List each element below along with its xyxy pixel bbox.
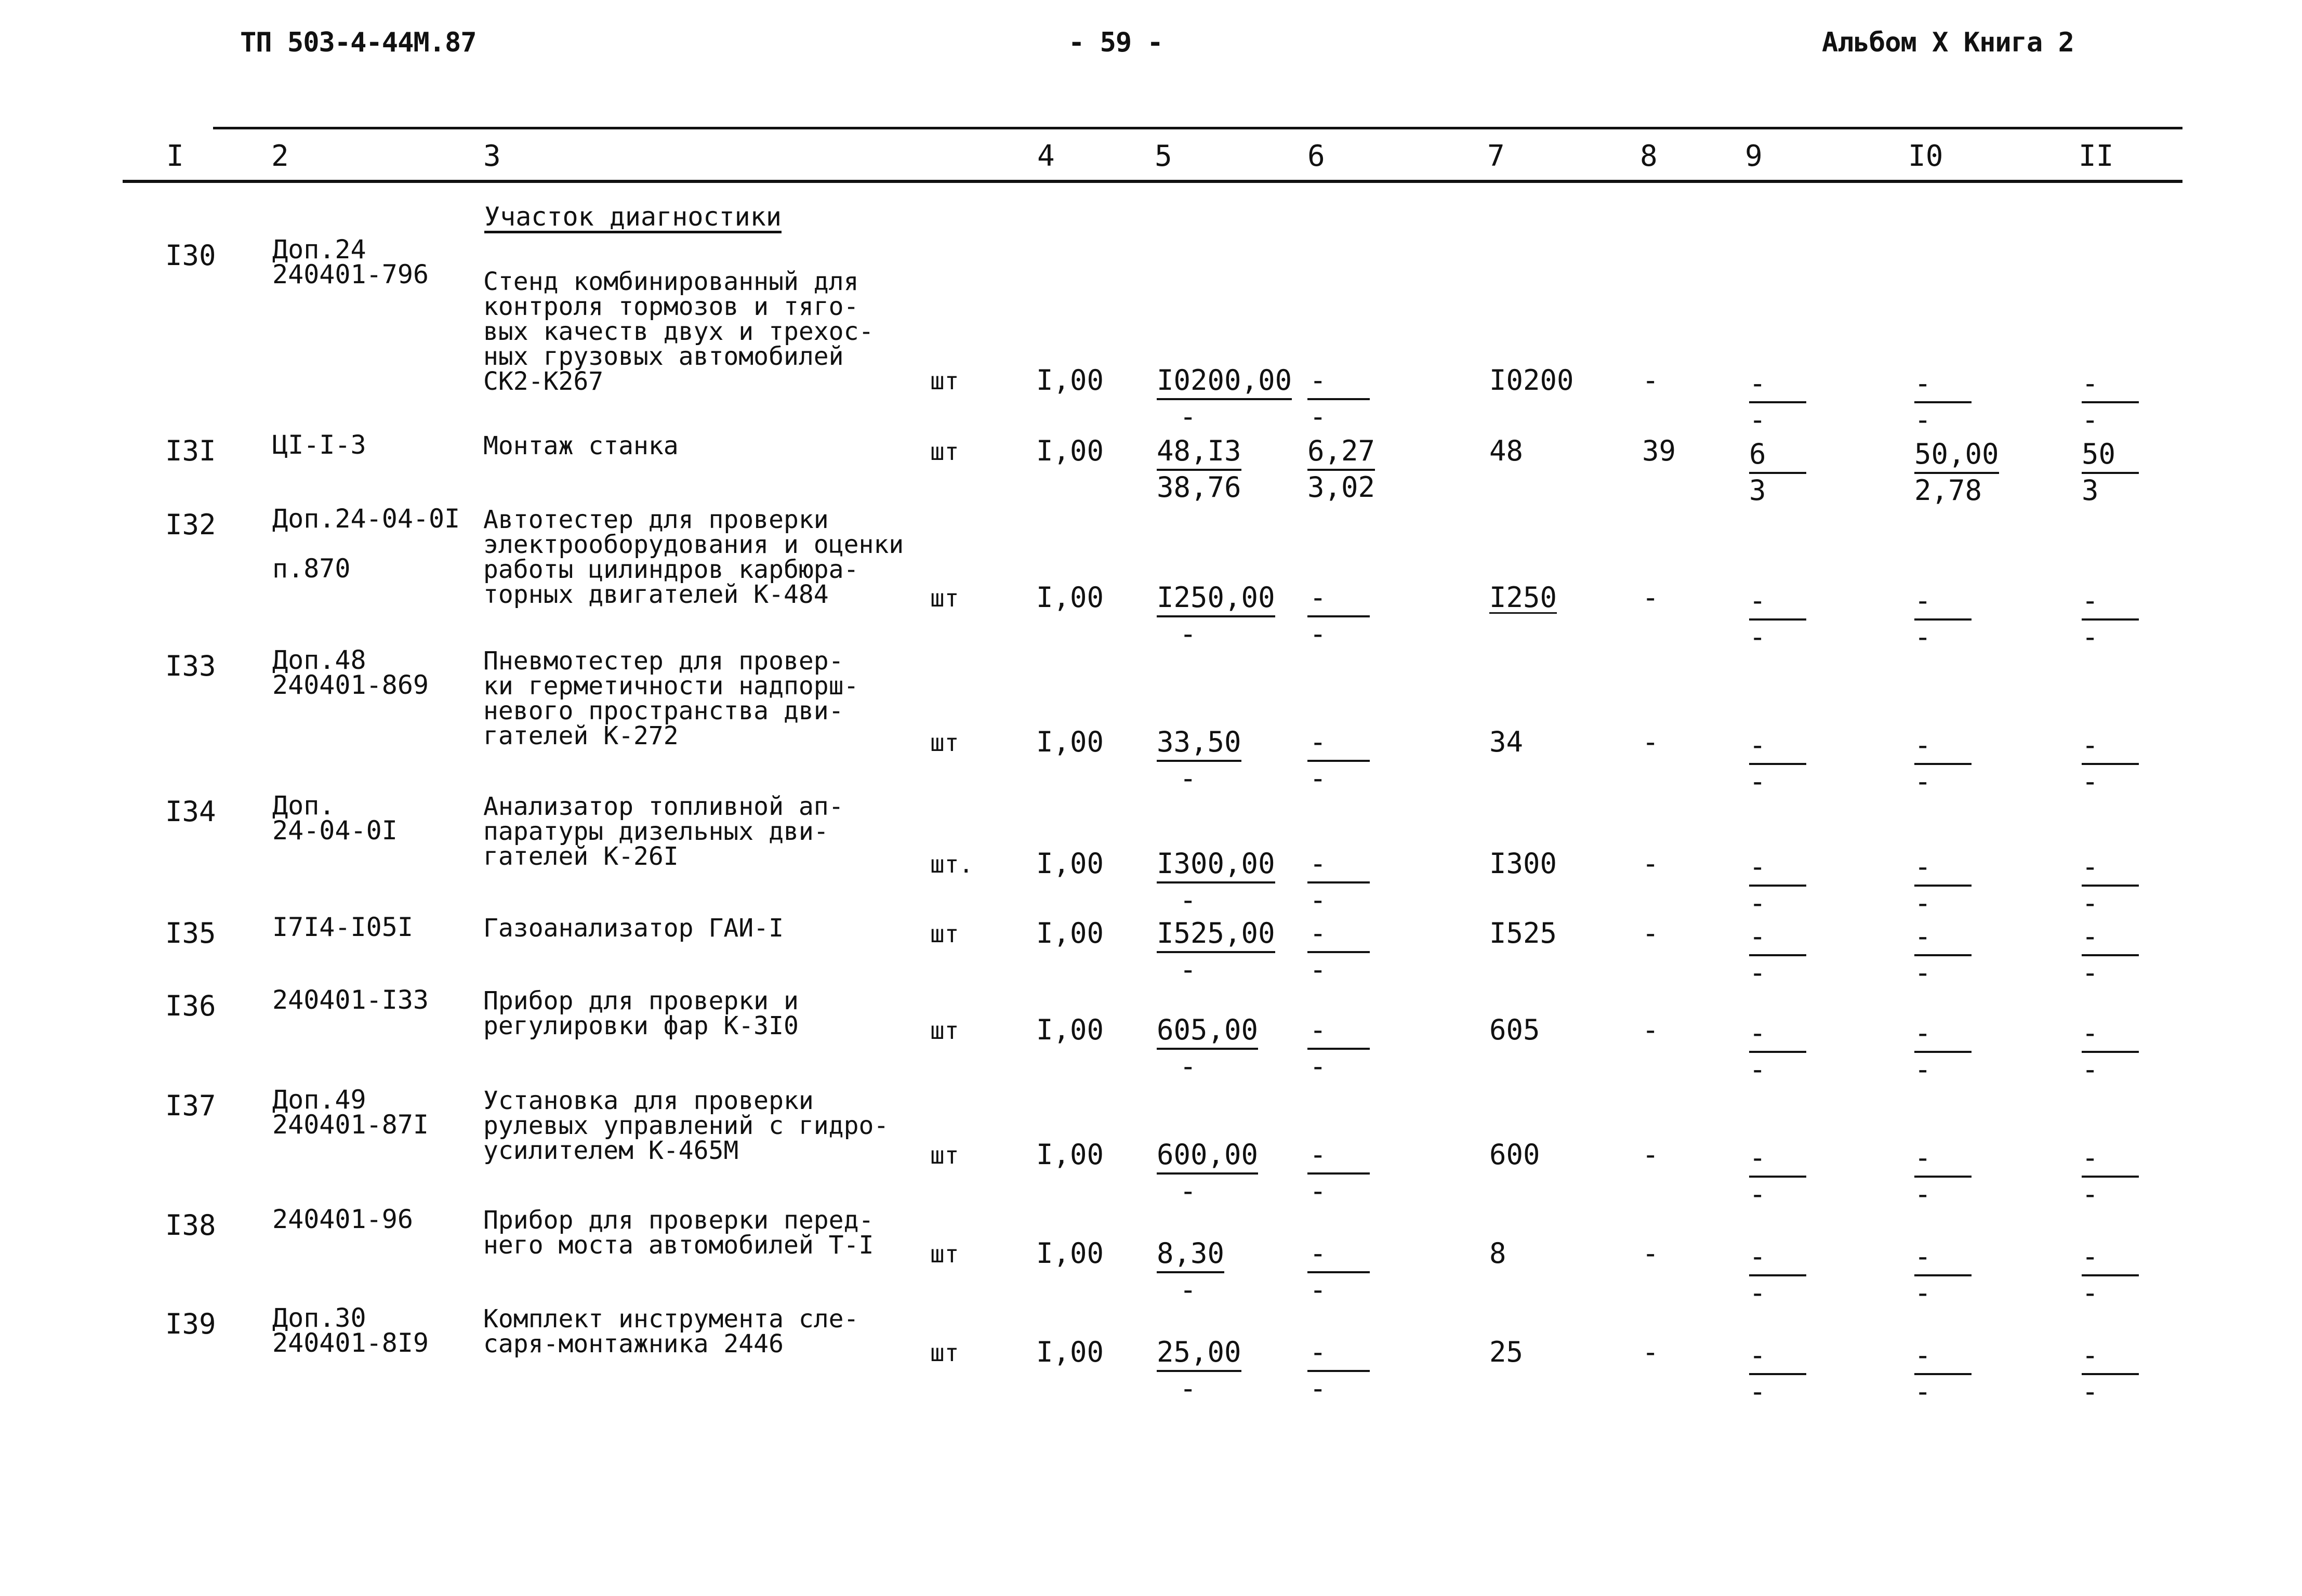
- item-code: Доп. 24-04-0I: [272, 790, 398, 846]
- col10-sub: -: [1914, 403, 1931, 436]
- col8-value: -: [1642, 581, 1659, 614]
- col9-top: -: [1749, 584, 1766, 617]
- col5-value: I525,00: [1157, 917, 1275, 949]
- col9-value: [1749, 1240, 1806, 1309]
- col11-value: [2082, 367, 2139, 436]
- col10-top: -: [1914, 1017, 1931, 1049]
- col5-price: [1157, 726, 1241, 795]
- col10-sub: 2,78: [1914, 474, 1982, 507]
- col8-value: 39: [1642, 434, 1676, 467]
- col5-sub: -: [1180, 1050, 1197, 1083]
- col9-sub: 3: [1749, 474, 1766, 507]
- col11-top: -: [2082, 920, 2099, 953]
- col11-top: -: [2082, 729, 2099, 761]
- col6-value: [1307, 434, 1375, 504]
- col10-sub: -: [1914, 1178, 1931, 1210]
- item-code: ЦI-I-3: [272, 430, 366, 460]
- col11-value: [2082, 1141, 2139, 1210]
- col10-sub: -: [1914, 1375, 1931, 1408]
- col10-top: 50,00: [1914, 438, 1999, 470]
- col9-top: -: [1749, 367, 1766, 400]
- col11-value: [2082, 1339, 2139, 1408]
- col10-sub: -: [1914, 1053, 1931, 1086]
- col10-value: [1914, 438, 1999, 507]
- column-number: 3: [483, 139, 501, 173]
- col9-value: [1749, 438, 1806, 507]
- column-number: 6: [1307, 139, 1325, 173]
- col9-value: [1749, 367, 1806, 436]
- col7-value: 48: [1489, 434, 1524, 467]
- col9-top: -: [1749, 1240, 1766, 1273]
- col11-top: -: [2082, 367, 2099, 400]
- item-description: Анализатор топливной ап- паратуры дизельных дви- гателей К-26I: [483, 792, 844, 871]
- col11-sub: -: [2082, 887, 2099, 919]
- page-number: - 59 -: [1068, 27, 1163, 58]
- col5-price: [1157, 917, 1275, 986]
- col8-value: -: [1642, 917, 1659, 949]
- col11-sub: -: [2082, 1375, 2099, 1408]
- quantity: I,00: [1036, 364, 1104, 397]
- item-code: Доп.30 240401-8I9: [272, 1303, 429, 1358]
- header-bottom-rule: [123, 180, 2182, 183]
- item-description: Пневмотестер для провер- ки герметичности надпорш- невого пространства дви- гателей К-272: [483, 647, 859, 750]
- item-description: Автотестер для проверки электрооборудования и оценки работы цилиндров карбюра- торных двигателей К-484: [483, 505, 904, 609]
- col9-top: -: [1749, 850, 1766, 883]
- col5-sub: -: [1180, 883, 1197, 916]
- col11-value: [2082, 850, 2139, 919]
- item-description: Газоанализатор ГАИ-I: [483, 914, 784, 943]
- col10-value: [1914, 850, 1972, 919]
- col11-sub: -: [2082, 956, 2099, 989]
- col10-top: -: [1914, 1339, 1931, 1371]
- item-description: Стенд комбинированный для контроля тормозов и тяго- вых качеств двух и трехос- ных грузовых автомобилей СК2-К267: [483, 267, 874, 396]
- col6-top: -: [1309, 1013, 1327, 1046]
- unit: шт: [930, 729, 959, 757]
- col6-value: [1307, 1138, 1370, 1207]
- col9-top: -: [1749, 920, 1766, 953]
- col5-sub: -: [1180, 1273, 1197, 1306]
- col10-value: [1914, 1339, 1972, 1408]
- column-number: 9: [1745, 139, 1763, 173]
- item-code: I7I4-I05I: [272, 912, 413, 942]
- col6-top: -: [1309, 847, 1327, 880]
- col8-value: -: [1642, 726, 1659, 758]
- col11-value: [2082, 438, 2139, 507]
- col6-top: -: [1309, 1336, 1327, 1368]
- col11-sub: -: [2082, 1178, 2099, 1210]
- row-number: I34: [165, 795, 216, 828]
- col5-value: 605,00: [1157, 1013, 1259, 1046]
- col11-top: 50: [2082, 438, 2116, 470]
- col11-value: [2082, 729, 2139, 798]
- quantity: I,00: [1036, 1138, 1104, 1171]
- col5-price: [1157, 1237, 1224, 1306]
- unit: шт: [930, 438, 959, 466]
- col10-sub: -: [1914, 621, 1931, 653]
- col10-sub: -: [1914, 887, 1931, 919]
- col6-sub: -: [1309, 953, 1327, 986]
- quantity: I,00: [1036, 726, 1104, 758]
- col6-sub: 3,02: [1307, 471, 1375, 504]
- col10-sub: -: [1914, 1276, 1931, 1309]
- col9-top: -: [1749, 1339, 1766, 1371]
- col9-sub: -: [1749, 1178, 1766, 1210]
- col8-value: -: [1642, 847, 1659, 880]
- quantity: I,00: [1036, 581, 1104, 614]
- col6-sub: -: [1309, 762, 1327, 795]
- col6-top: -: [1309, 364, 1327, 397]
- col9-sub: -: [1749, 1053, 1766, 1086]
- col6-sub: -: [1309, 400, 1327, 433]
- col5-sub: -: [1180, 953, 1197, 986]
- item-description: Комплект инструмента сле- саря-монтажника 2446: [483, 1304, 859, 1358]
- col11-value: [2082, 584, 2139, 653]
- col7-value: 600: [1489, 1138, 1540, 1171]
- item-code: Доп.24-04-0I п.870: [272, 504, 460, 584]
- col10-top: -: [1914, 920, 1931, 953]
- col5-value: I0200,00: [1157, 364, 1292, 397]
- col10-top: -: [1914, 367, 1931, 400]
- col9-value: [1749, 584, 1806, 653]
- unit: шт: [930, 1339, 959, 1367]
- col6-sub: -: [1309, 617, 1327, 650]
- quantity: I,00: [1036, 847, 1104, 880]
- col6-value: [1307, 726, 1370, 795]
- col5-sub: -: [1180, 762, 1197, 795]
- col6-value: [1307, 917, 1370, 986]
- col6-sub: -: [1309, 1050, 1327, 1083]
- col9-value: [1749, 1339, 1806, 1408]
- col5-sub: -: [1180, 1372, 1197, 1405]
- col5-price: [1157, 1013, 1258, 1083]
- item-description: Установка для проверки рулевых управлений с гидро- усилителем К-465М: [483, 1086, 889, 1165]
- col6-top: -: [1309, 1138, 1327, 1171]
- col10-value: [1914, 1017, 1972, 1086]
- row-number: I3I: [165, 434, 216, 467]
- col7-value: 34: [1489, 726, 1524, 758]
- quantity: I,00: [1036, 434, 1104, 467]
- col7-value: I250: [1489, 581, 1557, 614]
- col11-value: [2082, 920, 2139, 989]
- row-number: I38: [165, 1209, 216, 1242]
- col8-value: -: [1642, 1336, 1659, 1368]
- row-number: I30: [165, 239, 216, 272]
- col9-top: -: [1749, 1141, 1766, 1174]
- column-number: I0: [1908, 139, 1943, 173]
- quantity: I,00: [1036, 1013, 1104, 1046]
- col6-value: [1307, 1013, 1370, 1083]
- col9-value: [1749, 1017, 1806, 1086]
- col10-top: -: [1914, 584, 1931, 617]
- col11-sub: -: [2082, 1053, 2099, 1086]
- column-number: 2: [271, 139, 289, 173]
- col9-top: -: [1749, 1017, 1766, 1049]
- col7-value: I525: [1489, 917, 1557, 949]
- col5-value: 600,00: [1157, 1138, 1259, 1171]
- col9-top: -: [1749, 729, 1766, 761]
- column-number: 5: [1155, 139, 1172, 173]
- item-code: 240401-I33: [272, 985, 429, 1015]
- col6-top: -: [1309, 917, 1327, 949]
- col11-top: -: [2082, 850, 2099, 883]
- row-number: I35: [165, 917, 216, 949]
- col11-sub: 3: [2082, 474, 2099, 507]
- col5-value: I250,00: [1157, 581, 1275, 614]
- col9-sub: -: [1749, 887, 1766, 919]
- col10-top: -: [1914, 850, 1931, 883]
- col5-price: [1157, 1336, 1241, 1405]
- col6-value: [1307, 581, 1370, 650]
- col7-value: I0200: [1489, 364, 1574, 397]
- col5-sub: -: [1180, 617, 1197, 650]
- unit: шт: [930, 1017, 959, 1045]
- col8-value: -: [1642, 1138, 1659, 1171]
- col9-value: [1749, 850, 1806, 919]
- col11-top: -: [2082, 1017, 2099, 1049]
- row-number: I36: [165, 990, 216, 1022]
- row-number: I33: [165, 650, 216, 682]
- col8-value: -: [1642, 1013, 1659, 1046]
- col5-sub: -: [1180, 1175, 1197, 1207]
- unit: шт: [930, 584, 959, 612]
- col10-value: [1914, 1240, 1972, 1309]
- col11-value: [2082, 1017, 2139, 1086]
- unit: шт: [930, 1141, 959, 1169]
- quantity: I,00: [1036, 917, 1104, 949]
- col7-value: 605: [1489, 1013, 1540, 1046]
- col6-value: [1307, 847, 1370, 916]
- col9-sub: -: [1749, 621, 1766, 653]
- col11-top: -: [2082, 1339, 2099, 1371]
- table-top-rule: [213, 127, 2182, 129]
- unit: шт.: [930, 850, 974, 878]
- col10-top: -: [1914, 729, 1931, 761]
- col8-value: -: [1642, 1237, 1659, 1270]
- col5-price: [1157, 1138, 1258, 1207]
- col10-top: -: [1914, 1141, 1931, 1174]
- col5-price: [1157, 581, 1275, 650]
- quantity: I,00: [1036, 1237, 1104, 1270]
- col9-sub: -: [1749, 1276, 1766, 1309]
- album-book: Альбом X Книга 2: [1822, 27, 2074, 58]
- document-code: ТП 503-4-44М.87: [240, 27, 477, 58]
- col11-top: -: [2082, 584, 2099, 617]
- section-title: Участок диагностики: [484, 202, 782, 232]
- col6-value: [1307, 1237, 1370, 1306]
- col7-value: I300: [1489, 847, 1557, 880]
- col9-top: 6: [1749, 438, 1766, 470]
- col6-sub: -: [1309, 1175, 1327, 1207]
- item-description: Прибор для проверки перед- него моста автомобилей Т-I: [483, 1206, 874, 1260]
- col6-value: [1307, 1336, 1370, 1405]
- quantity: I,00: [1036, 1336, 1104, 1368]
- col5-value: 25,00: [1157, 1336, 1241, 1368]
- unit: шт: [930, 920, 959, 948]
- item-code: Доп.24 240401-796: [272, 234, 429, 289]
- col5-price: [1157, 847, 1275, 916]
- item-code: 240401-96: [272, 1204, 413, 1234]
- col10-sub: -: [1914, 956, 1931, 989]
- col10-value: [1914, 1141, 1972, 1210]
- col11-sub: -: [2082, 1276, 2099, 1309]
- col5-price: [1157, 434, 1241, 504]
- col6-sub: -: [1309, 1273, 1327, 1306]
- item-code: Доп.48 240401-869: [272, 645, 429, 700]
- col8-value: -: [1642, 364, 1659, 397]
- col5-price: [1157, 364, 1292, 433]
- row-number: I39: [165, 1308, 216, 1340]
- col5-value: 33,50: [1157, 726, 1241, 758]
- col10-value: [1914, 584, 1972, 653]
- col11-top: -: [2082, 1141, 2099, 1174]
- col6-top: 6,27: [1307, 434, 1375, 467]
- column-number: II: [2079, 139, 2114, 173]
- col10-value: [1914, 920, 1972, 989]
- col6-top: -: [1309, 581, 1327, 614]
- col5-value: I300,00: [1157, 847, 1275, 880]
- col11-sub: -: [2082, 765, 2099, 798]
- column-number: 4: [1037, 139, 1055, 173]
- col5-value: 8,30: [1157, 1237, 1225, 1270]
- item-code: Доп.49 240401-87I: [272, 1085, 429, 1140]
- col6-top: -: [1309, 726, 1327, 758]
- col6-sub: -: [1309, 883, 1327, 916]
- item-description: Прибор для проверки и регулировки фар К-3I0: [483, 986, 799, 1040]
- col11-value: [2082, 1240, 2139, 1309]
- col9-sub: -: [1749, 1375, 1766, 1408]
- col10-value: [1914, 729, 1972, 798]
- col9-value: [1749, 1141, 1806, 1210]
- col11-top: -: [2082, 1240, 2099, 1273]
- col7-value: 25: [1489, 1336, 1524, 1368]
- col10-sub: -: [1914, 765, 1931, 798]
- col11-sub: -: [2082, 621, 2099, 653]
- col6-sub: -: [1309, 1372, 1327, 1405]
- row-number: I37: [165, 1089, 216, 1122]
- col9-sub: -: [1749, 765, 1766, 798]
- col9-sub: -: [1749, 403, 1766, 436]
- col10-top: -: [1914, 1240, 1931, 1273]
- col9-sub: -: [1749, 956, 1766, 989]
- col10-value: [1914, 367, 1972, 436]
- unit: шт: [930, 367, 959, 395]
- col9-value: [1749, 729, 1806, 798]
- col6-value: [1307, 364, 1370, 433]
- column-number: 8: [1640, 139, 1658, 173]
- row-number: I32: [165, 508, 216, 541]
- col6-top: -: [1309, 1237, 1327, 1270]
- col5-value: 48,I3: [1157, 434, 1241, 467]
- column-number: I: [166, 139, 184, 173]
- unit: шт: [930, 1240, 959, 1268]
- item-description: Монтаж станка: [483, 431, 679, 460]
- col11-sub: -: [2082, 403, 2099, 436]
- column-number: 7: [1487, 139, 1505, 173]
- col9-value: [1749, 920, 1806, 989]
- col7-value: 8: [1489, 1237, 1506, 1270]
- col5-sub: -: [1180, 400, 1197, 433]
- col5-sub: 38,76: [1157, 471, 1241, 504]
